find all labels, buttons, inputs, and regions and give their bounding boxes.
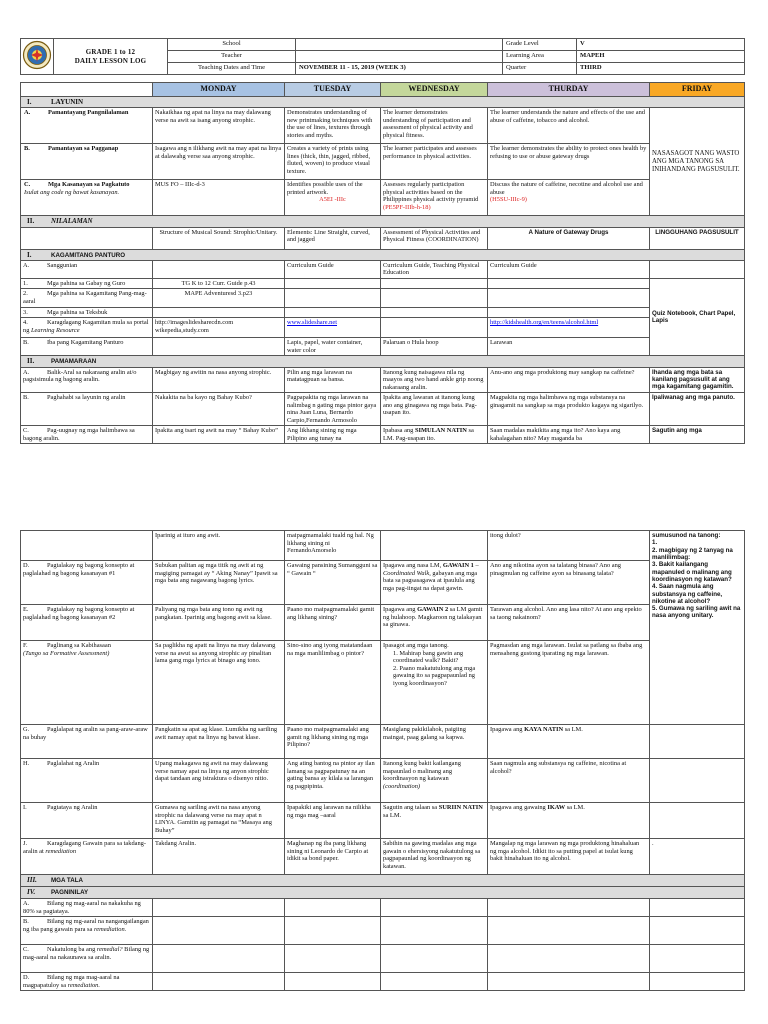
row-letter: C. — [24, 181, 31, 189]
cell-thursday: Tarawan ang alcohol. Ano ang lasa nito? At ano ang epekto sa taong nakainom? — [488, 605, 650, 641]
cell-wednesday: Curriculum Guide, Teaching Physical Education — [381, 260, 488, 278]
row-letter: F. — [23, 642, 28, 649]
cell-tuesday: Paano mo maipagmamalaki ang gamit ng likhang sining ng mga Pilipino? — [285, 725, 381, 759]
row-teksbuk — [21, 307, 745, 318]
row-label: Mga pahina sa Gabay ng Guro — [47, 279, 126, 287]
row-letter: C. — [23, 427, 29, 435]
row-letter: B. — [23, 918, 29, 926]
row-pagtalakay-2 — [21, 605, 745, 641]
cell-friday[interactable] — [650, 945, 745, 973]
cell-friday: Ihanda ang mga bata sa kanilang pagsusulit at ang mga kagamitang gagamitin. — [650, 367, 745, 393]
activity-name: KAYA NATIN — [524, 726, 564, 733]
cell-monday: Sa paglikha ng apatt na linya na may dalawang verse na awut sa anyong strophic ay pinalitan lama gang mga lyrics at binago ang tono. — [153, 641, 285, 725]
row-label-post: Bilang ng mag-aaral na nakaunawa sa aralin. — [23, 946, 150, 961]
row-label: Mga pahina sa Kagamitang Pang-mag-aaral — [23, 290, 147, 305]
row-label: Pagtalakay ng bagong konsepto at paglalahad ng bagong kasanayan #1 — [23, 562, 135, 577]
cell-wednesday: The learner participates and assesses performance in physical activities. — [381, 144, 488, 180]
cell-thursday: Saan madalas makikita ang mga ito? Ano kaya ang kahalagahan nito? May maganda ba — [488, 426, 650, 444]
row-balik-aral — [21, 367, 745, 393]
day-thursday: THURDAY — [488, 83, 650, 97]
row-label-italic: remediation. — [94, 925, 127, 933]
activity-subtitle: – Coordinated Walk, — [383, 562, 479, 577]
row-letter: I. — [23, 804, 27, 811]
row-pagtalakay-1 — [21, 561, 745, 605]
logo-cell — [21, 39, 54, 75]
cell-monday: http://imageslidesharecdn.com wikepedia,study.com — [153, 318, 285, 338]
kidshealth-link[interactable]: http://kidshealth.org/en/teens/alcohol.html — [490, 319, 599, 327]
row-label: Pag-uugnay ng mga halimbawa sa bagong aralin. — [23, 427, 135, 442]
cell-wednesday-post: sa LM gamit ng hulahoop. Magkaroon ng talakayan sa ginawa. — [383, 606, 483, 629]
quarter-value[interactable]: THIRD — [577, 63, 745, 75]
cell-thursday: A Nature of Gateway Drugs — [488, 227, 650, 249]
section-title: PAGNINILAY — [51, 889, 89, 896]
row-label-italic: remediation. — [67, 981, 100, 989]
section-number: IV. — [27, 888, 36, 896]
cell-wednesday: Ipasagot ang mga tanong. — [383, 642, 449, 649]
row-label: Balik-Aral sa nakaraang aralin at/o pagsisimula ng bagong aralin. — [23, 368, 137, 384]
row-label: Pagtalakay ng bagong konsepto at paglalahad ng bagong kasanayan #2 — [23, 606, 135, 621]
row-number: 2. — [23, 290, 28, 298]
question-1: Mahirap bang gawin ang coordinated walk? Bakit? — [393, 649, 464, 665]
cell-tuesday[interactable] — [285, 945, 381, 973]
cell-friday[interactable] — [650, 973, 745, 991]
school-value[interactable] — [296, 39, 503, 51]
cell-wednesday: Assessment of Physical Activities and Physical Fitness (COORDINATION) — [381, 227, 488, 249]
cell-tuesday: Ang likhang sining ng mga Pilipino ang tunay na — [285, 426, 381, 444]
cell-monday: Nakakita na ba kayo ng Bahay Kubo? — [153, 393, 285, 426]
row-kasanayan-sa-pagkatuto — [21, 180, 745, 216]
row-number: 1. — [23, 279, 28, 287]
question-2: Paano makatutulong ang mga gawaing ito sa pagpapaunlad ng iyong koordinasyon? — [393, 664, 476, 687]
cell-friday-questions — [650, 531, 745, 725]
row-learning-resource — [21, 318, 745, 338]
cell-thursday[interactable] — [488, 945, 650, 973]
learning-area-label: Learning Area — [503, 51, 577, 63]
cell-wednesday: Ipakita ang lawaran at itanong kung ano ang ginagawa ng mga bata. Pag-usapan ito. — [381, 393, 488, 426]
row-iba-pang-kagamitan — [21, 338, 745, 356]
teaching-dates-value[interactable]: NOVEMBER 11 - 15, 2019 (WEEK 3) — [296, 63, 503, 75]
row-nilalaman — [21, 227, 745, 249]
competency-code: A5EI -IIIc — [319, 196, 346, 204]
cell-tuesday: Pilin ang mga larawan na matatagpuan sa bansa. — [285, 367, 381, 393]
cell-wednesday — [381, 531, 488, 561]
row-letter: E. — [23, 606, 29, 613]
cell-monday: Paliyang ng mga bata ang tono ng awit ng pangkatan. Iparinig ang bagong awit sa klase. — [153, 605, 285, 641]
row-bilang-remediation — [21, 917, 745, 945]
row-sublabel: Isulat ang code ng bawat kasanayan. — [24, 188, 120, 196]
cell-wednesday: Palaruan o Hula hoop — [381, 338, 488, 356]
cell-monday: Pangkatin sa apat ag klase. Lumikha ng sariling awit namay apat na linya ng bawat klase. — [153, 725, 285, 759]
row-number: 4. — [23, 319, 28, 327]
row-label: Pagtataya ng Aralin — [47, 804, 98, 811]
cell-thursday-post: sa LM. — [563, 726, 583, 733]
row-label: Pamantayang Pangnilalaman — [48, 109, 129, 117]
cell-thursday[interactable] — [488, 973, 650, 991]
title-line-1: GRADE 1 to 12 — [85, 48, 136, 57]
activity-name: GAWAIN 1 — [442, 562, 474, 569]
row-letter: A. — [23, 261, 30, 269]
teacher-label: Teacher — [168, 51, 296, 63]
activity-name: SIMULAN NATIN — [414, 427, 467, 435]
cell-friday: Ipaliwanag ang mga panuto. — [650, 393, 745, 426]
cell-thursday: Discuss the nature of caffeine, necotine and alcohol use and abuse — [490, 181, 643, 196]
section-title: NILALAMAN — [51, 217, 93, 226]
cell-monday: Subukan palitan ag mga titik ng awit at ng magiging pamagat ay “ Aking Nanay” Ipawit sa mga bata ang nagawang bagong lyrics. — [153, 561, 285, 605]
cell-monday: Nakaikhaa ng apat na linya na may dalawang verse na awit sa isang anyong strophic. — [153, 108, 285, 144]
cell-blank — [21, 227, 153, 249]
cell-monday — [153, 260, 285, 278]
cell-wednesday[interactable] — [381, 973, 488, 991]
row-label: Pamantayan sa Pagganap — [48, 145, 119, 153]
cell-tuesday: Demonstrates understanding of new printmaking techniques with the use of lines, textures through stories and myths. — [285, 108, 381, 144]
cell-wednesday: Ipagawa ang nasa LM, — [383, 562, 443, 569]
section-title: MGA TALA — [51, 877, 83, 884]
cell-monday: MAPE Adventuresd 3.p23 — [153, 289, 285, 307]
row-nakatulong-remedial — [21, 945, 745, 973]
day-friday: FRIDAY — [650, 83, 745, 97]
row-letter: B. — [23, 339, 29, 347]
cell-blank — [21, 531, 153, 561]
row-label: Paglinang sa Kabihasaan — [47, 642, 111, 649]
cell-wednesday — [381, 318, 488, 338]
cell-friday: LINGGUHANG PAGSUSULIT — [650, 227, 745, 249]
cell-friday — [650, 725, 745, 759]
row-paglalapat — [21, 725, 745, 759]
cell-thursday: Curriculum Guide — [488, 260, 650, 278]
row-pamantayan-sa-pagganap — [21, 144, 745, 180]
row-label: Sanggunian — [47, 261, 78, 269]
cell-monday: Structure of Musical Sound: Strophic/Unitary. — [153, 227, 285, 249]
cell-friday[interactable] — [650, 899, 745, 917]
section-number: I. — [27, 250, 32, 259]
cell-tuesday: Pagpapakita ng mga larawan na nalimbag n gating mga pintor gaya nina Juan Luna, Bernardo Carpio,Fernando Armosolo — [285, 393, 381, 426]
cell-tuesday: Ipapakiki ang larawan na nilikha ng mga mag –aaral — [285, 803, 381, 839]
activity-name: GAWAIN 2 — [417, 606, 449, 613]
cell-wednesday[interactable] — [381, 899, 488, 917]
lesson-log-page-2 — [20, 530, 744, 991]
section-title: PAMAMARAAN — [51, 358, 97, 366]
row-pagtataya — [21, 803, 745, 839]
deped-seal-icon — [22, 40, 52, 70]
cell-thursday — [488, 278, 650, 289]
cell-wednesday: Itanong kung naisagawa nila ng maayos ang two hand ankle grip noong nakaraang aralin. — [381, 367, 488, 393]
row-label: Iba pang Kagamitang Panturo — [47, 339, 124, 347]
activity-name: SURIIN NATIN — [438, 804, 483, 811]
row-label: Paglalapat ng aralin sa pang-araw-araw na buhay — [23, 726, 148, 741]
lesson-table-1 — [20, 82, 745, 444]
cell-wednesday: Itanong kung bakit kailangang mapaunlad o malinang ang koordinasyon ng katawan — [383, 760, 461, 783]
cell-monday[interactable] — [153, 917, 285, 945]
day-header-row — [21, 83, 745, 97]
cell-thursday: Mangalap ng mga larawan ng mga produktong hinahaluan ng mga alcohol. Idikit ito sa putting papel at isulat kung bakit hinahaluan ito ng alcohol. — [488, 839, 650, 875]
row-paglinang-sa-kabihasaan: F. Paglinang sa Kabihasaan (Tungo sa Formative Assessment) Sa paglikha ng apatt na linya na may dalawang verse na awut sa anyong strophic ay pinalitan lama gang mga lyrics at binago ang tono. Sino-sino ang iyong matatandaan na mga manlilimbag o pintor? Ipasagot ang mga tanong. 1. Mahirap bang gawin ang coordinated walk? Bakit? 2. Paano makatutulong ang mga gawaing ito sa pagpapaunlad ng iyong koordinasyon? Pagmasdan ang mga larawan. Isulat sa patlang sa ibaba ang mensaheng gustong iparating ng mga larawan. — [21, 641, 745, 725]
cell-wednesday: Assesses regularly participation physical activities based on the Philippines physical activity pyramid — [383, 181, 479, 204]
cell-tuesday: Gawaing pansining Sumangguni sa “ Gawain “ — [285, 561, 381, 605]
cell-wednesday-post: sa LM. — [383, 811, 402, 819]
cell-friday-materials — [650, 278, 745, 355]
row-paglalahat — [21, 759, 745, 803]
section-number: III. — [27, 876, 37, 884]
section-number: II. — [27, 357, 35, 366]
form-title — [54, 39, 168, 75]
row-label: Nakatulong ba ang — [47, 946, 96, 954]
cell-thursday-post: sa LM. — [565, 804, 585, 811]
teacher-value[interactable] — [296, 51, 503, 63]
row-label: Paglalahat ng Aralin — [47, 760, 100, 767]
friday-materials-text: Quiz Notebook, Chart Papel, Lapis — [652, 309, 736, 325]
cell-thursday: Larawan — [488, 338, 650, 356]
cell-monday[interactable] — [153, 945, 285, 973]
friday-question-3: 3. Bakit kailangang mapanuled o malinang ang koordinasyon ng katawan? — [652, 561, 732, 583]
cell-monday[interactable] — [153, 899, 285, 917]
row-label: Bilang ng mg-aaral na nangangailangan ng iba pang gawain para sa — [23, 918, 149, 933]
day-monday: MONDAY — [153, 83, 285, 97]
cell-wednesday: Ipabasa ang — [383, 427, 415, 435]
cell-monday: Magbigay ng awitin na nasa anyong strophic. — [153, 367, 285, 393]
row-label: Karagdagang Gawain para sa takdang-aralin at — [23, 840, 147, 855]
cell-tuesday: Sino-sino ang iyong matatandaan na mga manlilimbag o pintor? — [285, 641, 381, 725]
cell-wednesday-post: sa LM. Pag-usapan ito. — [383, 427, 474, 442]
cell-friday — [650, 759, 745, 803]
cell-tuesday — [285, 278, 381, 289]
competency-code: (H5SU-IIIc-9) — [490, 196, 527, 204]
cell-thursday: Saan nagmula ang substansya ng caffeine, nicotina at alcohol? — [488, 759, 650, 803]
cell-monday: MUS FO – IIIc-d-3 — [153, 180, 285, 216]
row-label-italic: Learning Resource — [31, 326, 80, 334]
lesson-log-page-1 — [20, 38, 744, 444]
friday-question-4: 4. Saan nagmula ang substansya ng caffeine, nikotine at alcohol? — [652, 583, 723, 605]
cell-monday: Iparinig at ituro ang awit. — [153, 531, 285, 561]
lesson-table-2 — [20, 530, 745, 991]
cell-tuesday: maipagmamalaki tuald ng hal. Ng likhang sining ni FernandoAmorselo — [285, 531, 381, 561]
cell-thursday: Magpakita ng mga halimbawa ng mga substansya na ginagamit na sangkap sa mga produkto kagaya ng sigarilyo. — [488, 393, 650, 426]
cell-tuesday: Identifies possible uses of the printed artwork. — [287, 181, 363, 196]
cell-friday[interactable] — [650, 917, 745, 945]
teaching-dates-label: Teaching Dates and Time — [168, 63, 296, 75]
row-label: Mga Kasanayan sa Pagkatuto — [48, 181, 130, 189]
section-number: II. — [27, 217, 35, 226]
cell-tuesday[interactable] — [285, 917, 381, 945]
cell-wednesday[interactable] — [381, 945, 488, 973]
row-pamantayang-pangnilalaman — [21, 108, 745, 144]
cell-wednesday: Sagutin ang talaan sa — [383, 804, 439, 811]
row-letter: D. — [23, 562, 30, 569]
header-table — [20, 38, 745, 75]
cell-tuesday[interactable] — [285, 899, 381, 917]
row-letter: A. — [23, 900, 30, 907]
cell-thursday: The learner demonstrates the ability to protect ones health by refusing to use or abuse gateway drugs — [488, 144, 650, 180]
cell-wednesday[interactable] — [381, 917, 488, 945]
row-label: Mga pahina sa Teksbuk — [47, 308, 108, 316]
section-mga-tala — [21, 875, 745, 887]
row-kagamitang-pang-mag-aaral — [21, 289, 745, 307]
cell-thursday: Anu-ano ang mga produktong may sangkap na caffeine? — [488, 367, 650, 393]
row-label: Bilang ng mga mag-aaral na magpapatuloy sa — [23, 974, 120, 989]
cell-tuesday: Paano mo maipagmamalaki gamit ang likhang sining? — [285, 605, 381, 641]
learning-area-value[interactable]: MAPEH — [577, 51, 745, 63]
cell-tuesday — [285, 289, 381, 307]
cell-wednesday-italic: (coordination) — [383, 782, 421, 790]
cell-tuesday: Curriculum Guide — [285, 260, 381, 278]
cell-thursday: Ipagawa ang — [490, 726, 525, 733]
grade-level-label: Grade Level — [503, 39, 577, 51]
row-magpapatuloy-remediation — [21, 973, 745, 991]
row-label-italic: remedial? — [96, 946, 123, 954]
row-letter: H. — [23, 760, 30, 767]
row-label: Karagdagang Kagamitan mula sa portal ng — [23, 319, 149, 334]
cell-monday: Ipakita ang tsart ng awit na may “ Bahay Kubo” — [153, 426, 285, 444]
row-letter: A. — [23, 368, 30, 376]
cell-wednesday: Masiglang pakikilahok, paigiing maingat, paag galang sa kapwa. — [381, 725, 488, 759]
day-wednesday: WEDNESDAY — [381, 83, 488, 97]
friday-question-5: 5. Gumawa ng sariling awit na nasa anyong unitary. — [652, 605, 741, 620]
section-number: I. — [27, 98, 32, 106]
section-nilalaman-header — [21, 216, 745, 227]
cell-wednesday — [381, 278, 488, 289]
row-karagdagang-gawain — [21, 839, 745, 875]
row-label: Paghahabi sa layunin ng aralin — [47, 394, 126, 402]
row-letter: J. — [23, 840, 28, 847]
row-letter: A. — [24, 109, 31, 117]
row-pag-uugnay — [21, 426, 745, 444]
cell-wednesday: The learner demonstrates understanding of participation and assessment of physical activity and physical fitness. — [381, 108, 488, 144]
cell-tuesday: Creates a variety of prints using lines (thick, thin, jagged, ribbed, fluted, woven) to produce visual texture. — [285, 144, 381, 180]
cell-monday[interactable] — [153, 973, 285, 991]
cell-friday: Sagutin ang mga — [650, 426, 745, 444]
cell-friday: . — [650, 839, 745, 875]
section-pamamaraan — [21, 356, 745, 367]
cell-wednesday: Ipagawa ang — [383, 606, 418, 613]
competency-code: (PE5PF-IIIb-h-18) — [383, 203, 431, 211]
row-label-italic: remediation — [45, 847, 77, 855]
row-letter: D. — [23, 974, 30, 982]
row-letter: C. — [23, 946, 29, 954]
cell-monday: Upang makagawa ng awit na may dalawang verse namay apat na linya ng anyon strophic dapat tandaan ang istraktura o disenyo nitio. — [153, 759, 285, 803]
row-number: 3. — [23, 308, 28, 316]
friday-question-intro: sumusunod na tanong: — [652, 532, 721, 539]
section-layunin — [21, 97, 745, 108]
cell-tuesday[interactable] — [285, 973, 381, 991]
cell-monday: Isagawa ang n ilikhang awit na may apat na linya at dalawahg verse saa anyong strophic. — [153, 144, 285, 180]
cell-thursday — [488, 307, 650, 318]
cell-monday: TG K to 12 Curr. Guide p.43 — [153, 278, 285, 289]
row-letter: B. — [24, 145, 30, 153]
row-gabay-ng-guro — [21, 278, 745, 289]
section-title: LAYUNIN — [51, 98, 84, 106]
cell-thursday: Pagmasdan ang mga larawan. Isulat sa patlang sa ibaba ang mensaheng gustong iparating ng mga larawan. — [488, 641, 650, 725]
cell-tuesday: Maghanap ng iba pang likhang sining ni Leonardo de Carpio at idikit sa bond paper. — [285, 839, 381, 875]
row-label: Bilang ng mag-aaral na nakakuha ng 80% sa pagtataya. — [23, 900, 141, 915]
activity-name: IKAW — [547, 804, 566, 811]
row-pag-uugnay-continued — [21, 531, 745, 561]
day-tuesday: TUESDAY — [285, 83, 381, 97]
cell-thursday[interactable] — [488, 899, 650, 917]
cell-monday: Takdang Aralin. — [153, 839, 285, 875]
cell-tuesday — [285, 307, 381, 318]
cell-wednesday: Sabihin na gawing madalas ang mga gawain o ehersisyong nakatutulong sa pagpapaunlad ng koordinasyon ng katawan. — [381, 839, 488, 875]
cell-thursday — [488, 289, 650, 307]
cell-tuesday: Ang ating bantog na pintor ay ilan lamang sa pagpapatunay na an gating bansa ay kilala sa larangan ng pagpipinta. — [285, 759, 381, 803]
row-paghahabi — [21, 393, 745, 426]
grade-level-value[interactable]: V — [577, 39, 745, 51]
section-pagninilay — [21, 887, 745, 899]
friday-objective-text: NASASAGOT NANG WASTO ANG MGA TANONG SA INIHANDANG PAGSUSULIT. — [652, 149, 740, 173]
cell-tuesday: Lapis, papel, water container, water color — [285, 338, 381, 356]
school-label: School — [168, 39, 296, 51]
cell-friday-objective — [650, 108, 745, 216]
section-title: KAGAMITANG PANTURO — [51, 251, 126, 259]
section-kagamitang-panturo — [21, 249, 745, 260]
cell-friday — [650, 803, 745, 839]
friday-question-1: 1. — [652, 539, 658, 547]
quarter-label: Quarter — [503, 63, 577, 75]
cell-monday — [153, 338, 285, 356]
slideshare-link[interactable]: www.slideshare.net — [287, 319, 337, 327]
day-header-blank — [21, 83, 153, 97]
cell-thursday: itong dulot? — [488, 531, 650, 561]
cell-wednesday-post: gabayan ang mga bata sa pagsasagawa at ipaulula ang mga pag-iingat na dapat gawin. — [383, 569, 478, 592]
cell-monday — [153, 307, 285, 318]
cell-thursday: Ano ang nikotina ayon sa talatang binasa? Ano ang pinagmulan ng caffeine ayon sa binasang talata? — [488, 561, 650, 605]
row-bilang-80-porsyento — [21, 899, 745, 917]
row-letter: B. — [23, 394, 29, 402]
friday-question-2: 2. magbigay ng 2 tanyag na manlilimbag: — [652, 546, 733, 561]
cell-thursday: The learner understands the nature and effects of the use and abuse of caffeine, tobacco and alcohol. — [488, 108, 650, 144]
row-letter: G. — [23, 726, 30, 733]
cell-monday: Gumawa ng sariling awit na nasa anyong strophic na dalawang verse na may apat n LINYA. Gamitin ag pamagat na “Masaya ang Buhay” — [153, 803, 285, 839]
title-line-2: DAILY LESSON LOG — [74, 56, 147, 65]
row-sanggunian — [21, 260, 745, 278]
cell-wednesday — [381, 307, 488, 318]
cell-thursday: Ipagawa ang gawaing — [490, 804, 548, 811]
cell-thursday[interactable] — [488, 917, 650, 945]
cell-tuesday: Elements: Line Straight, curved, and jagged — [285, 227, 381, 249]
row-sublabel: (Tungo sa Formative Assessment) — [23, 649, 110, 657]
cell-wednesday — [381, 289, 488, 307]
cell-friday — [650, 260, 745, 278]
